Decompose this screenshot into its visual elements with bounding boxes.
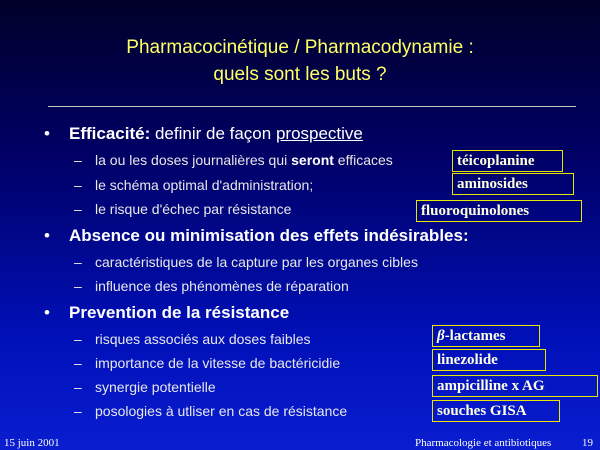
title-line-1: Pharmacocinétique / Pharmacodynamie : xyxy=(126,37,474,58)
efficacite-text: definir de façon xyxy=(150,124,276,143)
sub-item-text: importance de la vitesse de bactéricidie xyxy=(95,355,341,371)
sub-item-text: influence des phénomènes de réparation xyxy=(95,278,349,294)
sub-item-capture xyxy=(74,254,418,270)
footer-course: Pharmacologie et antibiotiques xyxy=(415,437,552,449)
sub-dash: – xyxy=(74,254,82,270)
sub-dash: – xyxy=(74,403,82,419)
title-line-2: quels sont les buts ? xyxy=(213,64,387,85)
title-divider xyxy=(48,106,576,107)
bullet-dot: • xyxy=(44,124,50,143)
sub-item-text: efficaces xyxy=(333,152,393,168)
bullet-dot: • xyxy=(44,303,50,322)
annotation-souches-gisa: souches GISA xyxy=(432,400,560,422)
sub-item-text: la ou les doses journalières qui xyxy=(95,152,292,168)
sub-item-doses xyxy=(74,152,393,168)
sub-item-synergie xyxy=(74,379,216,395)
sub-item-risque xyxy=(74,201,291,217)
sub-dash: – xyxy=(74,201,82,217)
beta-symbol: β xyxy=(437,328,445,344)
bullet-efficacite xyxy=(44,124,363,144)
annotation-ampicilline: ampicilline x AG xyxy=(432,375,598,397)
sub-item-text: posologies à utliser en cas de résistance xyxy=(95,403,348,419)
sub-item-text: le schéma optimal d'administration; xyxy=(95,177,314,193)
sub-item-doses-faibles xyxy=(74,331,311,347)
sub-item-bold: seront xyxy=(291,152,334,168)
annotation-aminosides: aminosides xyxy=(452,173,574,195)
sub-item-text: risques associés aux doses faibles xyxy=(95,331,311,347)
footer-date: 15 juin 2001 xyxy=(4,437,60,449)
section-heading: Absence ou minimisation des effets indésirables: xyxy=(69,226,469,245)
bullet-effets-indesirables xyxy=(44,226,469,246)
sub-item-vitesse xyxy=(74,355,340,371)
section-heading: Prevention de la résistance xyxy=(69,303,290,322)
sub-dash: – xyxy=(74,379,82,395)
sub-item-text: le risque d'échec par résistance xyxy=(95,201,292,217)
sub-item-posologies xyxy=(74,403,347,419)
sub-dash: – xyxy=(74,355,82,371)
annotation-fluoroquinolones: fluoroquinolones xyxy=(416,200,582,222)
sub-item-text: caractéristiques de la capture par les organes cibles xyxy=(95,254,418,270)
annotation-teicoplanine: téicoplanine xyxy=(452,150,563,172)
sub-dash: – xyxy=(74,177,82,193)
slide-title xyxy=(0,34,600,88)
sub-item-text: synergie potentielle xyxy=(95,379,216,395)
sub-item-reparation xyxy=(74,278,349,294)
bullet-dot: • xyxy=(44,226,50,245)
sub-dash: – xyxy=(74,152,82,168)
sub-dash: – xyxy=(74,278,82,294)
sub-dash: – xyxy=(74,331,82,347)
annotation-linezolide: linezolide xyxy=(432,349,546,371)
efficacite-label: Efficacité: xyxy=(69,124,151,143)
annotation-beta-lactames xyxy=(432,325,540,347)
beta-lactames-text: -lactames xyxy=(444,328,506,344)
footer-page-number: 19 xyxy=(582,437,593,449)
bullet-prevention xyxy=(44,303,289,323)
efficacite-underlined: prospective xyxy=(275,124,363,143)
sub-item-schema xyxy=(74,177,313,193)
